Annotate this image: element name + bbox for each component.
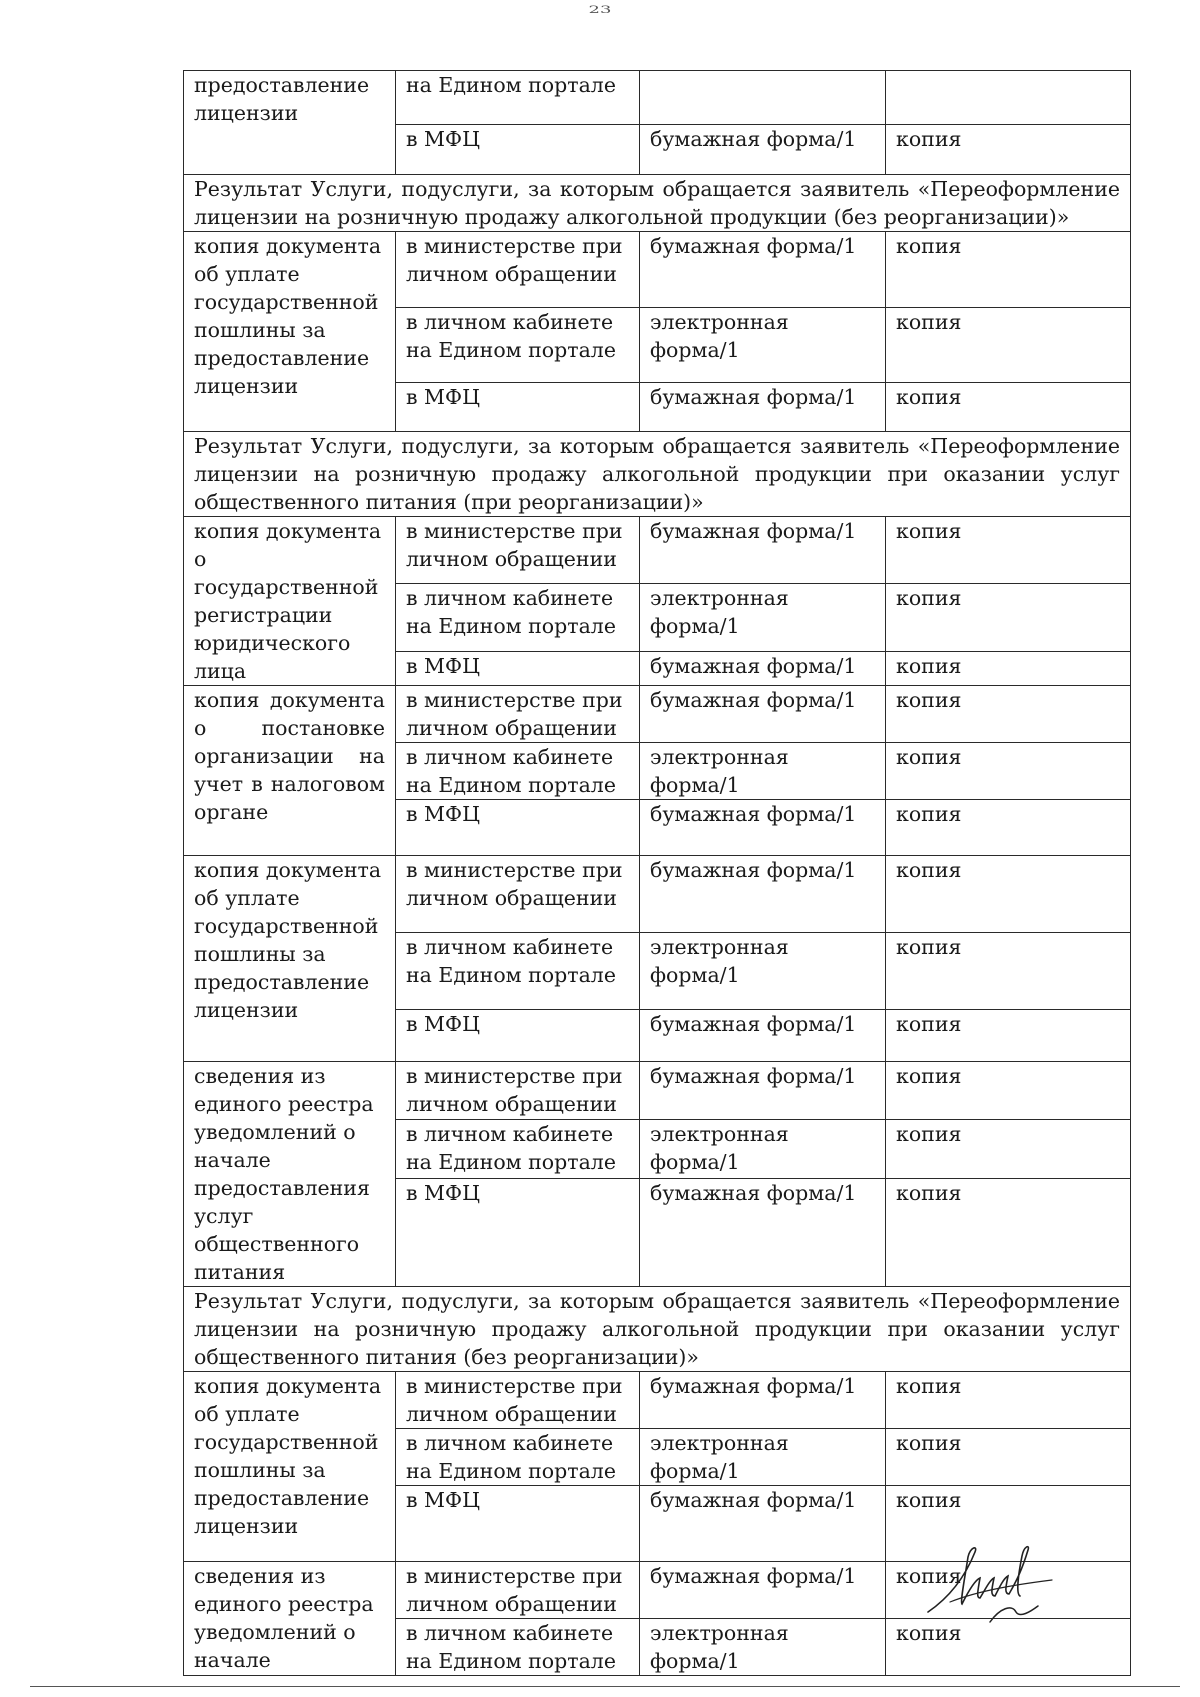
table-cell: электронная форма/1	[640, 584, 886, 651]
table-cell: копия	[886, 856, 1131, 933]
table-row	[184, 686, 1131, 743]
table-cell: электронная форма/1	[640, 1619, 886, 1676]
table-cell: на Едином портале	[396, 71, 640, 125]
table-cell: копия	[886, 1619, 1131, 1676]
table-cell: в личном кабинете на Едином портале	[396, 933, 640, 1010]
table-cell: в личном кабинете на Едином портале	[396, 1429, 640, 1486]
table-cell: в МФЦ	[396, 125, 640, 175]
table-cell: в министерстве при личном обращении	[396, 517, 640, 584]
table-cell: копия	[886, 1178, 1131, 1286]
table-cell	[886, 71, 1131, 125]
table-row	[184, 71, 1131, 125]
table-cell: копия	[886, 1429, 1131, 1486]
table-cell: копия	[886, 383, 1131, 432]
table-cell: в личном кабинете на Едином портале	[396, 743, 640, 800]
table-cell: бумажная форма/1	[640, 1062, 886, 1120]
table-cell: копия	[886, 584, 1131, 651]
table-cell: копия	[886, 1372, 1131, 1429]
table-row	[184, 1372, 1131, 1429]
table-row	[184, 232, 1131, 308]
table-cell: копия	[886, 517, 1131, 584]
page-number: 23	[588, 4, 612, 16]
table-cell: бумажная форма/1	[640, 1562, 886, 1619]
table-cell: копия документа об уплате государственной пошлины за предоставление лицензии	[184, 1372, 396, 1562]
table-cell: бумажная форма/1	[640, 1372, 886, 1429]
handwritten-signature	[920, 1542, 1060, 1632]
table-cell: бумажная форма/1	[640, 800, 886, 856]
table-cell: бумажная форма/1	[640, 1178, 886, 1286]
table-cell	[640, 71, 886, 125]
table-cell: копия	[886, 1120, 1131, 1178]
table-cell: копия документа об уплате государственной пошлины за предоставление лицензии	[184, 856, 396, 1062]
table-cell: копия	[886, 125, 1131, 175]
document-table	[183, 70, 1131, 1676]
table-cell: копия документа о постановке организации на учет в налоговом органе	[184, 686, 396, 856]
table-cell: электронная форма/1	[640, 743, 886, 800]
table-cell: электронная форма/1	[640, 308, 886, 383]
table-row	[184, 517, 1131, 584]
table-cell: копия	[886, 232, 1131, 308]
table-cell: в министерстве при личном обращении	[396, 686, 640, 743]
table-row	[184, 856, 1131, 933]
table-cell: в МФЦ	[396, 1010, 640, 1062]
table-cell: сведения из единого реестра уведомлений о начале предоставления услуг общественного питания	[184, 1062, 396, 1287]
table-cell: предоставление лицензии	[184, 71, 396, 175]
table-cell: бумажная форма/1	[640, 1010, 886, 1062]
table-cell: в личном кабинете на Едином портале	[396, 1619, 640, 1676]
table-cell: в министерстве при личном обращении	[396, 1372, 640, 1429]
table-cell: бумажная форма/1	[640, 517, 886, 584]
table-cell: в личном кабинете на Едином портале	[396, 308, 640, 383]
table-cell: бумажная форма/1	[640, 232, 886, 308]
table-cell: бумажная форма/1	[640, 125, 886, 175]
table-row	[184, 1287, 1131, 1372]
table-cell: копия	[886, 743, 1131, 800]
table-cell: копия	[886, 651, 1131, 685]
table-row	[184, 432, 1131, 517]
table-cell: в министерстве при личном обращении	[396, 856, 640, 933]
table-cell: копия документа о государственной регистрации юридического лица	[184, 517, 396, 686]
section-header-cell: Результат Услуги, подуслуги, за которым обращается заявитель «Переоформление лицензии на розничную продажу алкогольной продукции (без реорганизации)»	[184, 175, 1131, 232]
table-cell: в МФЦ	[396, 383, 640, 432]
table-cell: бумажная форма/1	[640, 686, 886, 743]
section-header-cell: Результат Услуги, подуслуги, за которым обращается заявитель «Переоформление лицензии на розничную продажу алкогольной продукции при оказании услуг общественного питания (без реорганизации)»	[184, 1287, 1131, 1372]
table-cell: электронная форма/1	[640, 1429, 886, 1486]
table-cell: в МФЦ	[396, 1178, 640, 1286]
table-cell: копия	[886, 1010, 1131, 1062]
table-cell: электронная форма/1	[640, 1120, 886, 1178]
table-cell: копия	[886, 800, 1131, 856]
table-cell: в министерстве при личном обращении	[396, 1062, 640, 1120]
table-cell: бумажная форма/1	[640, 383, 886, 432]
table-cell: копия	[886, 686, 1131, 743]
table-cell: электронная форма/1	[640, 933, 886, 1010]
table-cell: копия	[886, 1062, 1131, 1120]
table-cell: бумажная форма/1	[640, 856, 886, 933]
table-row	[184, 175, 1131, 232]
table-cell: в МФЦ	[396, 800, 640, 856]
table-cell: в личном кабинете на Едином портале	[396, 1120, 640, 1178]
table-cell: копия	[886, 1562, 1131, 1619]
table-cell: сведения из единого реестра уведомлений о начале	[184, 1562, 396, 1676]
table-cell: копия документа об уплате государственной пошлины за предоставление лицензии	[184, 232, 396, 432]
table-cell: бумажная форма/1	[640, 1486, 886, 1562]
table-cell: в личном кабинете на Едином портале	[396, 584, 640, 651]
table-cell: копия	[886, 1486, 1131, 1562]
table-cell: в министерстве при личном обращении	[396, 1562, 640, 1619]
table-cell: в министерстве при личном обращении	[396, 232, 640, 308]
table-cell: копия	[886, 308, 1131, 383]
table-row	[184, 1062, 1131, 1120]
table-cell: копия	[886, 933, 1131, 1010]
section-header-cell: Результат Услуги, подуслуги, за которым обращается заявитель «Переоформление лицензии на розничную продажу алкогольной продукции при оказании услуг общественного питания (при реорганизации)»	[184, 432, 1131, 517]
table-cell: бумажная форма/1	[640, 651, 886, 685]
table-cell: в МФЦ	[396, 651, 640, 685]
table-cell: в МФЦ	[396, 1486, 640, 1562]
bottom-rule	[30, 1686, 1180, 1687]
